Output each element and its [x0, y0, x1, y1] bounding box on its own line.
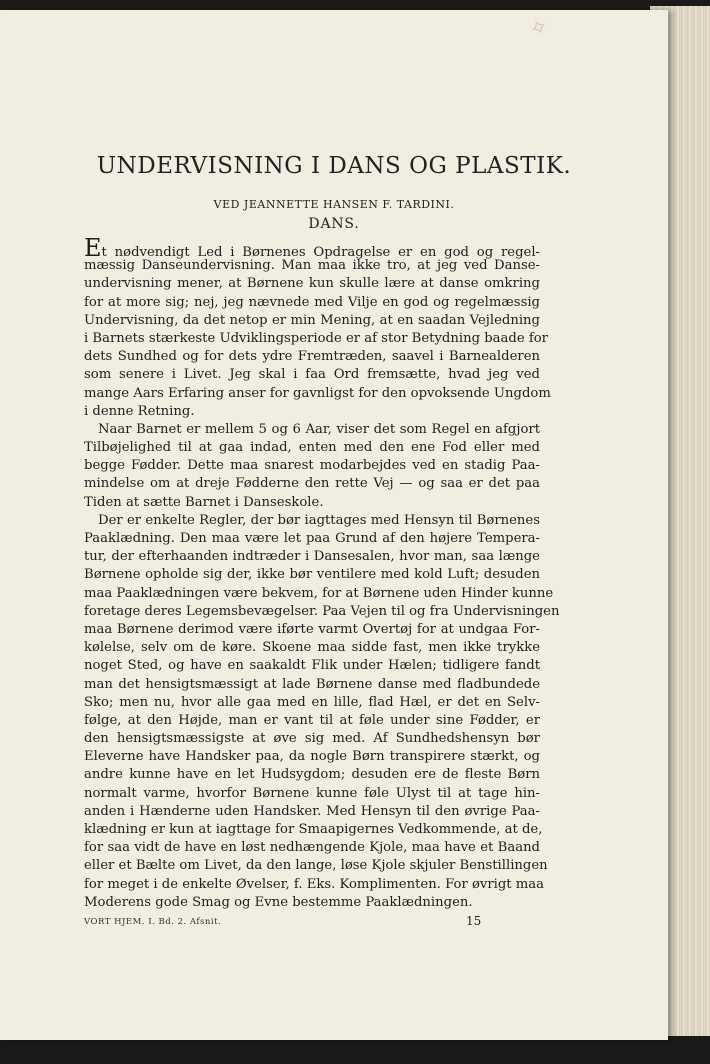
text-line: for meget i de enkelte Øvelser, f. Eks. Komplimenten. For øvrigt maa	[84, 876, 545, 892]
text-line: Et nødvendigt Led i Børnenes Opdragelse er en god og regel-	[84, 234, 540, 262]
text-line: tur, der efterhaanden indtræder i Dansesalen, hvor man, saa længe	[84, 549, 540, 565]
text-line: man det hensigtsmæssigt at lade Børnene danse med fladbundede	[84, 676, 540, 692]
article-title: UNDERVISNING I DANS OG PLASTIK.	[96, 153, 572, 179]
stain-mark: ✧	[525, 13, 553, 44]
text-line: for at more sig; nej, jeg nævnede med Vilje en god og regelmæssig	[84, 294, 540, 310]
text-line: maa Paaklædningen være bekvem, for at Børnene uden Hinder kunne	[84, 585, 554, 601]
text-line: mindelse om at dreje Fødderne den rette Vej — og saa er det paa	[84, 476, 540, 492]
text-line: Naar Barnet er mellem 5 og 6 Aar, viser det som Regel en afgjort	[98, 421, 540, 437]
text-line: Sko; men nu, hvor alle gaa med en lille, flad Hæl, er det en Selv-	[84, 694, 540, 710]
text-line: dets Sundhed og for dets ydre Fremtræden, saavel i Barnealderen	[84, 349, 540, 365]
text-line: Tiden at sætte Barnet i Danseskole.	[84, 494, 324, 510]
text-line: Tilbøjelighed til at gaa indad, enten med den ene Fod eller med	[84, 440, 540, 456]
page-number: 15	[466, 914, 482, 928]
section-heading: DANS.	[308, 216, 360, 232]
footer-signature: VORT HJEM. I. Bd. 2. Afsnit.	[84, 917, 222, 927]
text-line: undervisning mener, at Børnene kun skulle lære at danse omkring	[84, 276, 540, 292]
text-line: kølelse, selv om de køre. Skoene maa sidde fast, men ikke trykke	[84, 640, 540, 656]
text-line: Der er enkelte Regler, der bør iagttages med Hensyn til Børnenes	[98, 512, 540, 528]
text-line: i Barnets stærkeste Udviklingsperiode er af stor Betydning baade for	[84, 330, 548, 346]
text-line: Børnene opholde sig der, ikke bør ventilere med kold Luft; desuden	[84, 567, 540, 583]
text-line: Paaklædning. Den maa være let paa Grund af den højere Tempera-	[84, 531, 540, 546]
text-line: begge Fødder. Dette maa snarest modarbejdes ved en stadig Paa-	[84, 458, 540, 474]
text-line: andre kunne have en let Hudsygdom; desuden ere de fleste Børn	[84, 767, 540, 783]
text-line: maa Børnene derimod være iførte varmt Overtøj for at undgaa For-	[84, 621, 540, 637]
text-line: i denne Retning.	[84, 403, 195, 419]
text-line: følge, at den Højde, man er vant til at føle under sine Fødder, er	[84, 712, 540, 728]
text-line: mæssig Danseundervisning. Man maa ikke tro, at jeg ved Danse-	[84, 258, 540, 274]
text-line: klædning er kun at iagttage for Smaapigernes Vedkommende, at de,	[84, 822, 543, 837]
text-line: normalt varme, hvorfor Børnene kunne føle Ulyst til at tage hin-	[84, 785, 540, 801]
text-line: eller et Bælte om Livet, da den lange, løse Kjole skjuler Benstillingen	[84, 858, 548, 874]
book-page	[0, 10, 668, 1040]
drop-initial: E	[84, 234, 102, 262]
text-line: Undervisning, da det netop er min Mening, at en saadan Vejledning	[84, 312, 540, 328]
text-line: anden i Hænderne uden Handsker. Med Hensyn til den øvrige Paa-	[84, 803, 540, 819]
text-line: den hensigtsmæssigste at øve sig med. Af Sundhedshensyn bør	[84, 731, 540, 747]
text-line: noget Sted, og have en saakaldt Flik under Hælen; tidligere fandt	[84, 658, 540, 674]
text-line: for saa vidt de have en løst nedhængende Kjole, maa have et Baand	[84, 840, 540, 856]
text-line: Eleverne have Handsker paa, da nogle Børn transpirere stærkt, og	[84, 749, 540, 765]
text-line: mange Aars Erfaring anser for gavnligst for den opvoksende Ungdom	[84, 385, 551, 401]
body-text	[84, 234, 560, 912]
author-byline: VED JEANNETTE HANSEN F. TARDINI.	[213, 198, 455, 211]
text-line: Moderens gode Smag og Evne bestemme Paaklædningen.	[84, 894, 473, 910]
text-line: som senere i Livet. Jeg skal i faa Ord fremsætte, hvad jeg ved	[84, 367, 540, 383]
text-line: foretage deres Legemsbevægelser. Paa Vejen til og fra Undervisningen	[84, 603, 560, 619]
